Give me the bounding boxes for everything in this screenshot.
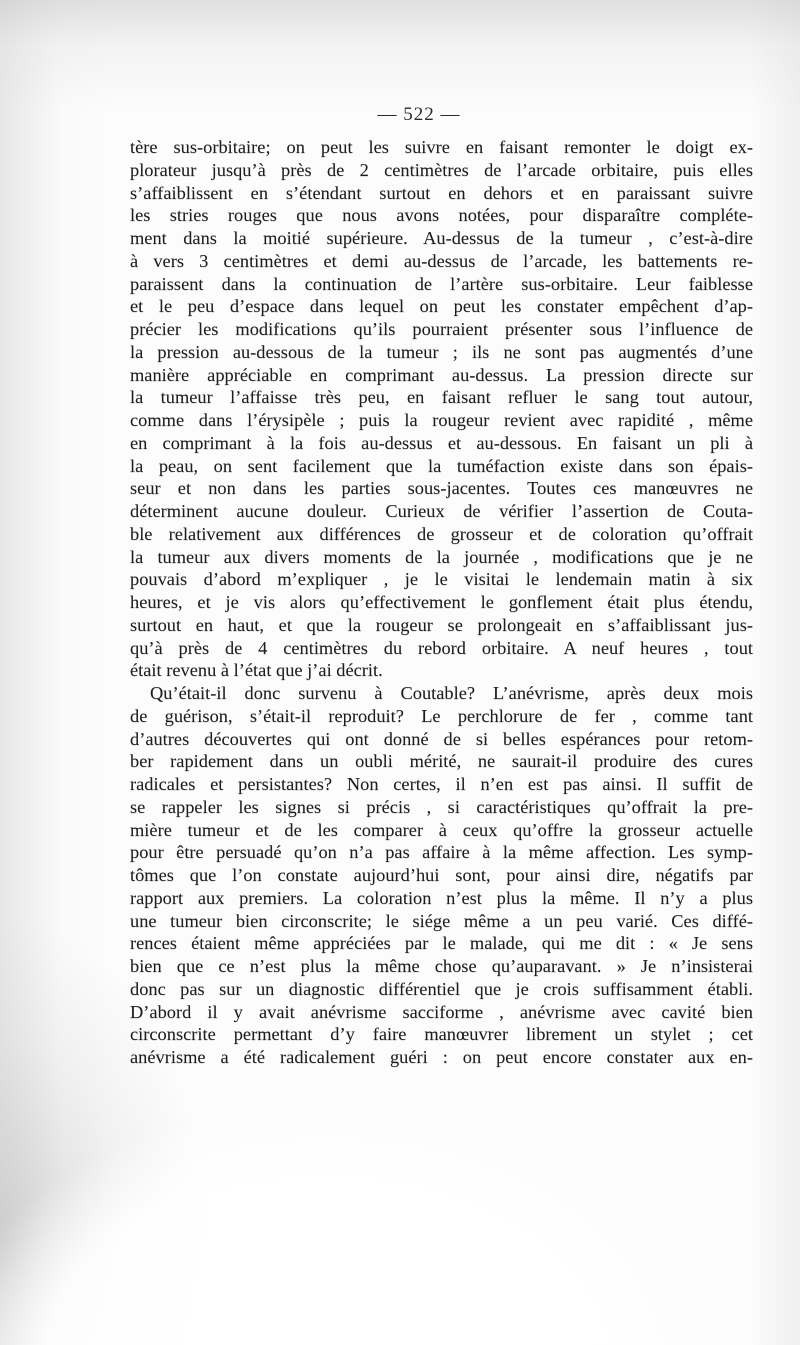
body-text — [130, 136, 753, 1069]
page-number: — 522 — — [377, 104, 461, 125]
text-line: déterminent aucune douleur. Curieux de vérifier l’assertion de Couta- — [130, 501, 753, 521]
text-line: surtout en haut, et que la rougeur se prolongeait en s’affaiblissant jus- — [130, 614, 753, 635]
paragraph-2 — [130, 682, 753, 1069]
text-line: plorateur jusqu’à près de 2 centimètres de l’arcade orbitaire, puis elles — [130, 159, 753, 180]
text-line: radicales et persistantes? Non certes, il n’en est pas ainsi. Il suffit de — [130, 774, 753, 794]
text-line: la peau, on sent facilement que la tuméfaction existe dans son épais- — [130, 455, 753, 476]
text-line: les stries rouges que nous avons notées, pour disparaître compléte- — [130, 205, 753, 226]
text-line: ment dans la moitié supérieure. Au-dessus de la tumeur , c’est-à-dire — [130, 228, 753, 248]
text-line: tère sus-orbitaire; on peut les suivre en faisant remonter le doigt ex- — [130, 137, 753, 157]
text-line: mière tumeur et de les comparer à ceux qu’offre la grosseur actuelle — [130, 819, 753, 840]
text-line: heures, et je vis alors qu’effectivement le gonflement était plus étendu, — [130, 592, 753, 612]
text-line: la pression au-dessous de la tumeur ; ils ne sont pas augmentés d’une — [130, 341, 753, 362]
text-line: pouvais d’abord m’expliquer , je le visitai le lendemain matin à six — [130, 569, 753, 590]
text-line: rapport aux premiers. La coloration n’est plus la même. Il n’y a plus — [130, 887, 753, 908]
text-line: paraissent dans la continuation de l’artère sus-orbitaire. Leur faiblesse — [130, 273, 753, 294]
text-line: était revenu à l’état que j’ai décrit. — [130, 660, 383, 681]
text-line: anévrisme a été radicalement guéri : on peut encore constater aux en- — [130, 1047, 753, 1067]
text-line: précier les modifications qu’ils pourraient présenter sous l’influence de — [130, 319, 753, 339]
text-line: s’affaiblissent en s’étendant surtout en dehors et en paraissant suivre — [130, 182, 753, 203]
text-line: ble relativement aux différences de grosseur et de coloration qu’offrait — [130, 523, 753, 544]
text-line: et le peu d’espace dans lequel on peut les constater empêchent d’ap- — [130, 296, 753, 317]
text-line: circonscrite permettant d’y faire manœuvrer librement un stylet ; cet — [130, 1024, 753, 1045]
text-line: seur et non dans les parties sous-jacentes. Toutes ces manœuvres ne — [130, 478, 753, 499]
text-line: ber rapidement dans un oubli mérité, ne saurait-il produire des cures — [130, 751, 753, 772]
text-line: rences étaient même appréciées par le malade, qui me dit : « Je sens — [130, 933, 753, 954]
text-line: manière appréciable en comprimant au-dessus. La pression directe sur — [130, 364, 753, 385]
text-line: la tumeur aux divers moments de la journée , modifications que je ne — [130, 546, 753, 567]
text-line: donc pas sur un diagnostic différentiel que je crois suffisamment établi. — [130, 978, 753, 999]
text-line: d’autres découvertes qui ont donné de si belles espérances pour retom- — [130, 728, 753, 749]
text-line: bien que ce n’est plus la même chose qu’auparavant. » Je n’insisterai — [130, 956, 753, 976]
text-line: de guérison, s’était-il reproduit? Le perchlorure de fer , comme tant — [130, 705, 753, 726]
text-line: D’abord il y avait anévrisme sacciforme , anévrisme avec cavité bien — [130, 1001, 753, 1022]
text-line: comme dans l’érysipèle ; puis la rougeur revient avec rapidité , même — [130, 410, 753, 430]
paragraph-1 — [130, 136, 753, 682]
text-line: la tumeur l’affaisse très peu, en faisant refluer le sang tout autour, — [130, 387, 753, 408]
text-line: Qu’était-il donc survenu à Coutable? L’anévrisme, après deux mois — [150, 683, 753, 703]
text-line: à vers 3 centimètres et demi au-dessus de l’arcade, les battements re- — [130, 250, 753, 271]
text-line: qu’à près de 4 centimètres du rebord orbitaire. A neuf heures , tout — [130, 637, 753, 658]
text-line: en comprimant à la fois au-dessus et au-dessous. En faisant un pli à — [130, 432, 753, 453]
text-line: tômes que l’on constate aujourd’hui sont, pour ainsi dire, négatifs par — [130, 865, 753, 885]
text-line: pour être persuadé qu’on n’a pas affaire à la même affection. Les symp- — [130, 842, 753, 863]
text-line: se rappeler les signes si précis , si caractéristiques qu’offrait la pre- — [130, 796, 753, 817]
text-line: une tumeur bien circonscrite; le siége même a un peu varié. Ces diffé- — [130, 910, 753, 931]
